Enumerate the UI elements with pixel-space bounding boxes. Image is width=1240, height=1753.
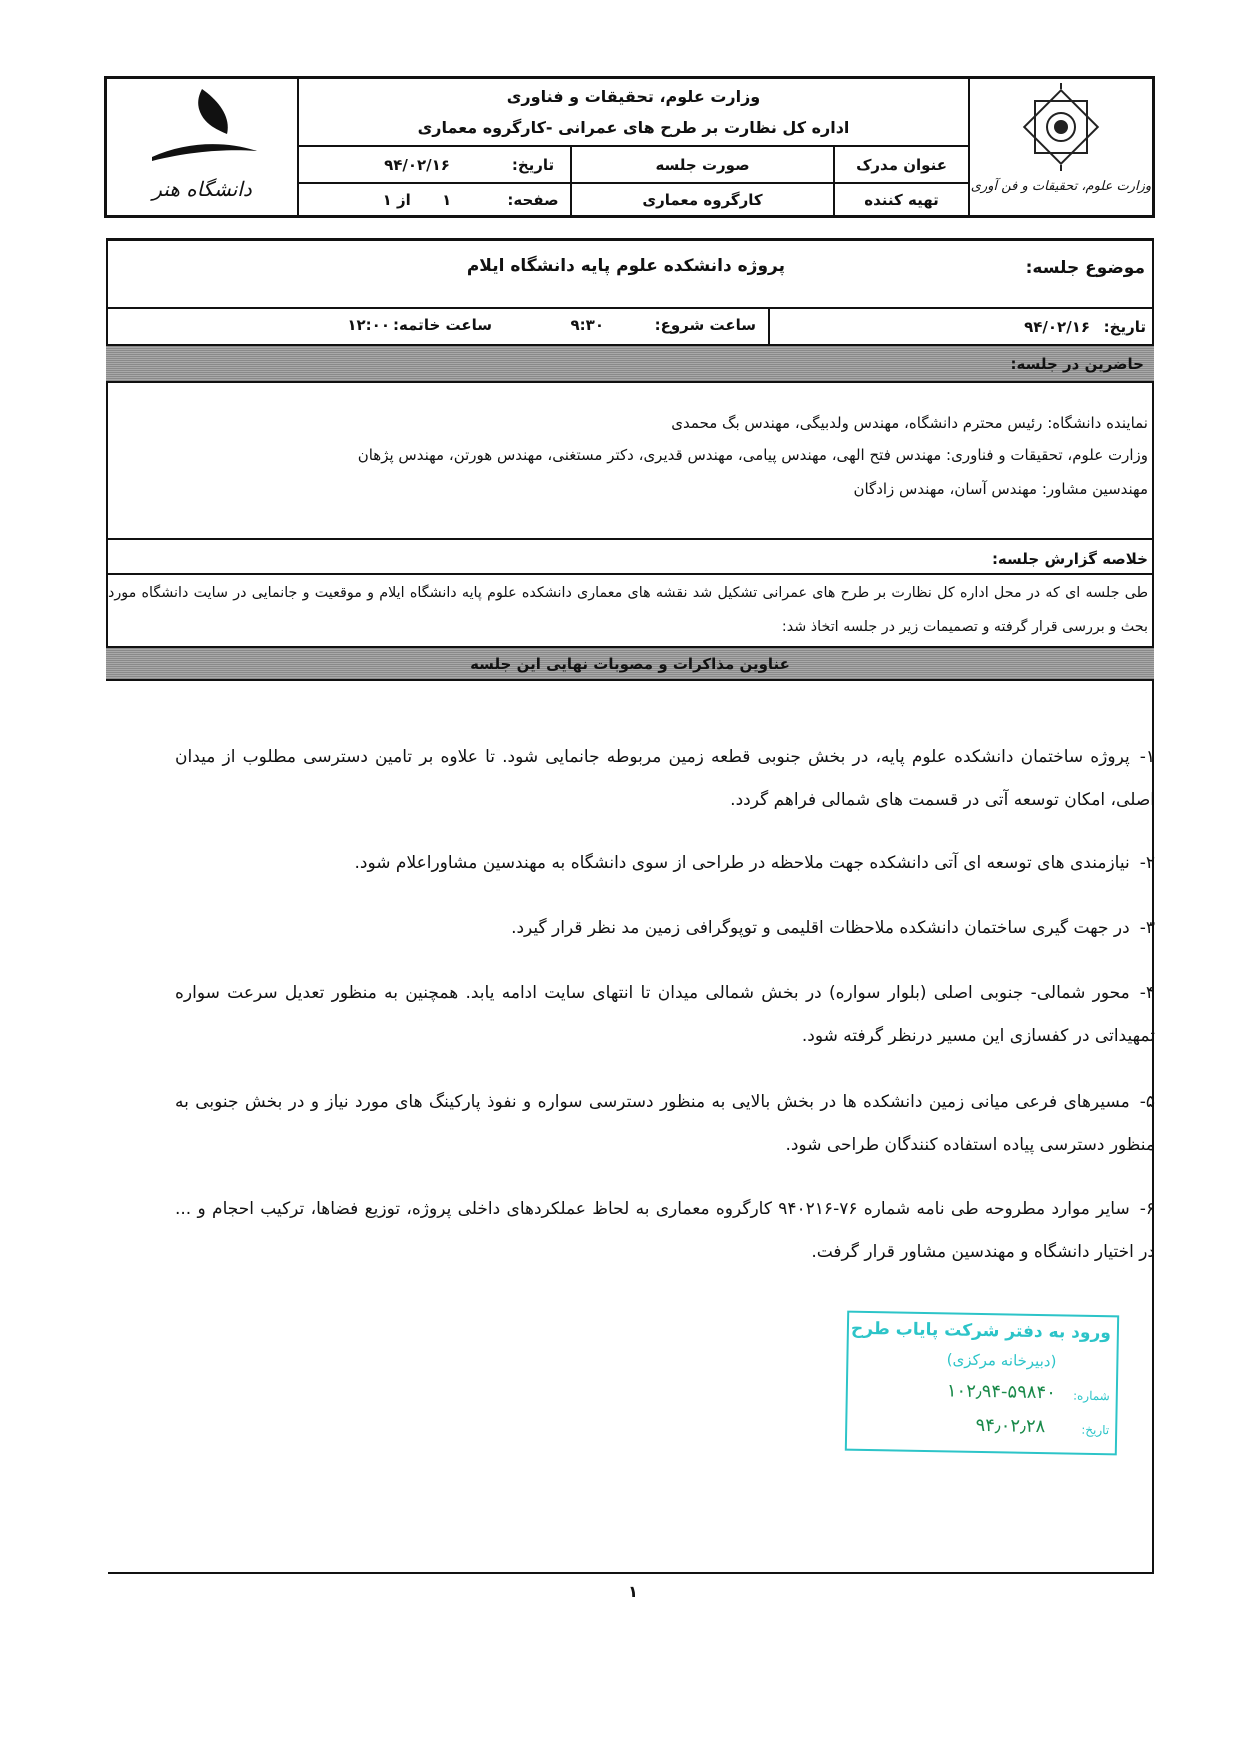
doc-title-value: صورت جلسه [655,155,750,174]
end-time-label: ساعت خاتمه: [393,316,492,334]
item-number: ۳- [1139,918,1155,938]
item-text: سایر موارد مطروحه طی نامه شماره ۷۶-۹۴۰۲۱۶ کارگروه معماری به لحاظ عملکردهای داخلی پروژه، توزیع فضاها، ترکیب احجام و ... در اختیار دانشگاه و مهندسین مشاور قرار گرفت. [175,1199,1155,1262]
summary-text: طی جلسه ای که در محل اداره کل نظارت بر طرح های عمرانی تشکیل شد نقشه های معماری دانشکده علوم پایه دانشگاه ایلام و موقعیت و جانمایی در سایت دانشگاه مورد بحث و بررسی قرار گرفته و تصمیمات زیر در جلسه اتخاذ شد: [108,585,1148,635]
receipt-stamp [845,1311,1119,1456]
resolution-item [175,907,1155,950]
ministry-title: وزارت علوم، تحقیقات و فناوری [506,86,761,106]
item-number: ۴- [1139,983,1155,1003]
date-value: ۹۴/۰۲/۱۶ [1024,318,1090,336]
ministry-emblem-icon [970,79,1152,174]
prepared-by-value: کارگروه معماری [642,191,763,209]
item-text: در جهت گیری ساختمان دانشکده ملاحظات اقلیمی و توپوگرافی زمین مد نظر قرار گیرد. [511,918,1130,938]
end-time-value: ۱۲:۰۰ [347,316,390,334]
resolutions-label: عناوین مذاکرات و مصوبات نهایی این جلسه [470,655,790,673]
stamp-number-value: ۱۰۲٫۹۴-۵۹۸۴۰ [946,1380,1057,1404]
ministry-logo [970,79,1152,215]
item-number: ۶- [1139,1199,1155,1219]
department-title: اداره کل نظارت بر طرح های عمرانی -کارگروه معماری [417,117,850,137]
doc-title-label: عنوان مدرک [856,155,947,174]
attendees-bar [106,344,1154,383]
stamp-date-value: ۹۴٫۰۲٫۲۸ [975,1414,1046,1438]
item-text: پروژه ساختمان دانشکده علوم پایه، در بخش جنوبی قطعه زمین مربوطه جانمایی شود. تا علاوه بر تامین دسترسی مطلوب از میدان اصلی، امکان توسعه آتی در قسمت های شمالی فراهم گردد. [175,747,1155,810]
item-number: ۲- [1139,853,1155,873]
page-number: ۱ [628,1582,638,1601]
item-text: نیازمندی های توسعه ای آتی دانشکده جهت ملاحظه در طراحی از سوی دانشگاه به مهندسین مشاوراعلام شود. [354,853,1130,873]
right-logo-text: وزارت علوم، تحقیقات و فن آوری [970,179,1152,194]
item-number: ۵- [1139,1092,1155,1112]
bottom-rule [108,1572,1154,1574]
stamp-date-label: تاریخ: [1081,1422,1110,1438]
resolution-item [175,972,1155,1058]
date-label: تاریخ: [1103,318,1146,336]
page-value: ۱ از ۱ [382,191,452,209]
item-number: ۱- [1139,747,1155,767]
resolution-item [175,1081,1155,1167]
resolution-item [175,736,1155,822]
attendees-label: حاضرین در جلسه: [1010,355,1144,373]
subject-label: موضوع جلسه: [1025,258,1145,278]
prepared-by-label: تهیه کننده [864,191,939,209]
subject-value: پروژه دانشکده علوم پایه دانشگاه ایلام [466,256,785,276]
attendee-line: مهندسین مشاور: مهندس آسان، مهندس زادگان [853,480,1148,498]
stamp-number-label: شماره: [1072,1388,1110,1404]
header-date-value: ۹۴/۰۲/۱۶ [384,155,450,174]
left-logo-text: دانشگاه هنر [152,177,252,201]
summary-label: خلاصه گزارش جلسه: [991,550,1148,568]
start-time-label: ساعت شروع: [654,316,756,334]
resolution-item [175,1188,1155,1274]
item-text: محور شمالی- جنوبی اصلی (بلوار سواره) در بخش شمالی میدان تا انتهای سایت ادامه یابد. همچنین به منظور تعدیل سرعت سواره تمهیداتی در کفسازی این مسیر درنظر گرفته شود. [175,983,1155,1046]
resolutions-bar [106,646,1154,681]
header-date-label: تاریخ: [511,155,555,174]
art-university-logo-icon [107,79,297,179]
stamp-line2: (دبیرخانه مرکزی) [946,1350,1057,1371]
start-time-value: ۹:۳۰ [570,316,604,334]
document-header [104,76,1155,218]
resolution-item [175,842,1155,885]
item-text: مسیرهای فرعی میانی زمین دانشکده ها در بخش بالایی به منظور دسترسی سواره و نفوذ پارکینگ های مورد نیاز و در بخش جنوبی به منظور دسترسی پیاده استفاده کنندگان طراحی شود. [175,1092,1155,1155]
stamp-line1: ورود به دفتر شرکت پایاب طرح [850,1318,1112,1344]
page-label: صفحه: [507,191,559,209]
university-logo [107,79,297,215]
attendee-line: وزارت علوم، تحقیقات و فناوری: مهندس فتح الهی، مهندس پیامی، مهندس قدیری، دکتر مستغنی، مهندس هورتن، مهندس پژهان [357,446,1148,464]
attendee-line: نماینده دانشگاه: رئیس محترم دانشگاه، مهندس ولدبیگی، مهندس بگ محمدی [671,414,1148,432]
